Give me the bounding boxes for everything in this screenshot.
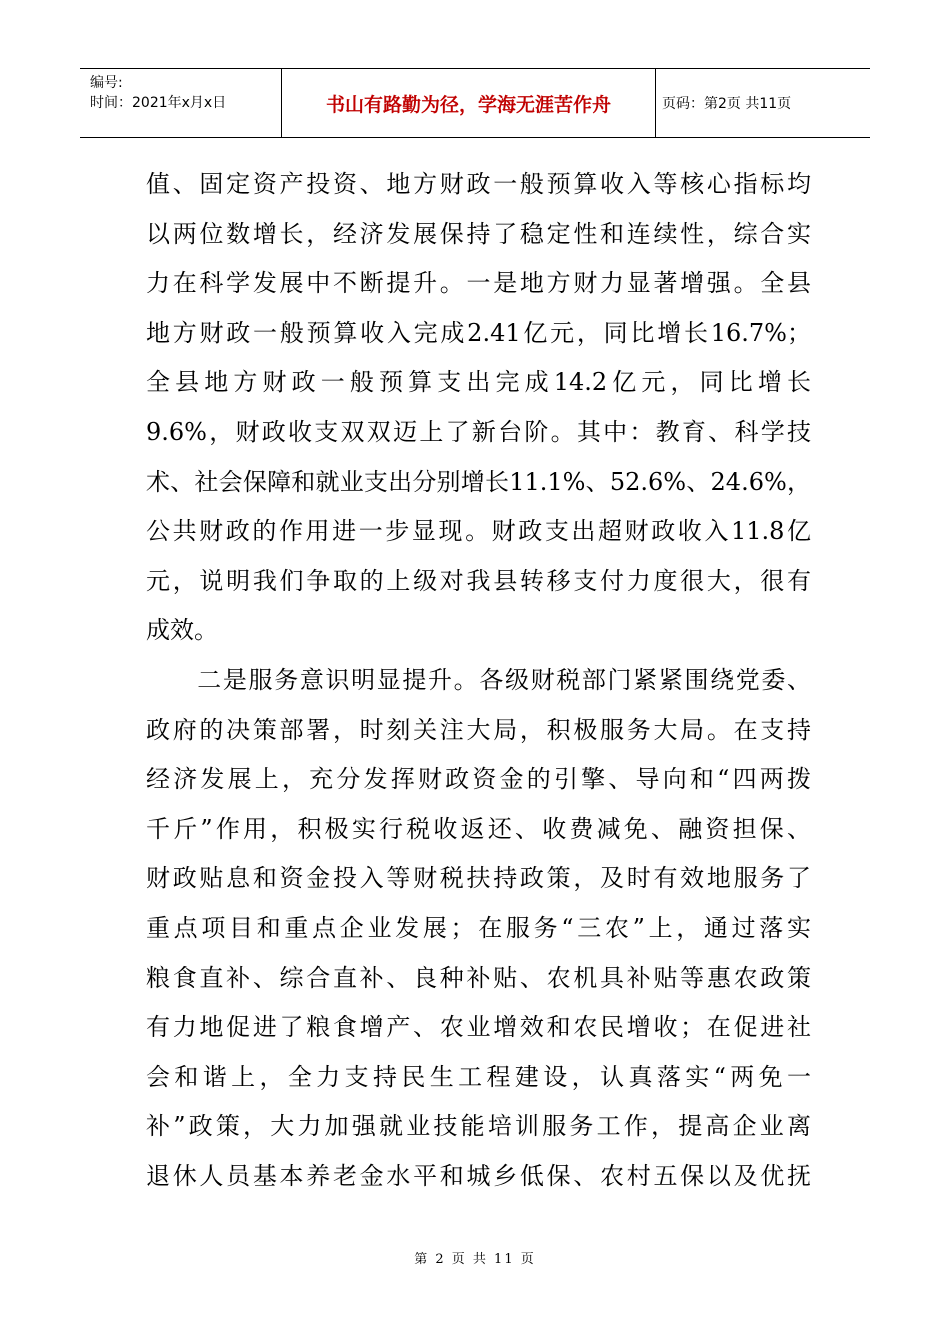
text-line: 力在科学发展中不断提升。一是地方财力显著增强。全县: [146, 269, 811, 298]
text-line: 公共财政的作用进一步显现。财政支出超财政收入11.8亿: [146, 517, 811, 546]
page-header: [80, 68, 870, 138]
document-number-label: 编号:: [90, 75, 123, 91]
text-line: 经济发展上，充分发挥财政资金的引擎、导向和“四两拨: [146, 765, 811, 794]
text-line: 全县地方财政一般预算支出完成14.2亿元，同比增长: [146, 368, 811, 397]
text-line: 退休人员基本养老金水平和城乡低保、农村五保以及优抚: [146, 1161, 811, 1190]
header-page-info: 页码：第2页 共11页: [662, 96, 792, 112]
text-line: 地方财政一般预算收入完成2.41亿元，同比增长16.7%；: [146, 318, 811, 347]
text-line: 补”政策，大力加强就业技能培训服务工作，提高企业离: [146, 1112, 811, 1141]
text-line: 会和谐上，全力支持民生工程建设，认真落实“两免一: [146, 1062, 811, 1091]
text-line: 术、社会保障和就业支出分别增长11.1%、52.6%、24.6%，: [146, 467, 811, 496]
page-footer: 第 2 页 共 11 页: [414, 1252, 536, 1267]
text-line: 有力地促进了粮食增产、农业增效和农民增收；在促进社: [146, 1013, 811, 1042]
document-time-label: 时间：2021年x月x日: [90, 95, 227, 111]
document-body: [146, 160, 811, 1201]
text-line: 粮食直补、综合直补、良种补贴、农机具补贴等惠农政策: [146, 963, 811, 992]
text-line: 值、固定资产投资、地方财政一般预算收入等核心指标均: [146, 170, 811, 198]
text-line: 二是服务意识明显提升。各级财税部门紧紧围绕党委、: [146, 665, 811, 694]
header-meta: [80, 69, 282, 137]
header-motto: 书山有路勤为径，学海无涯苦作舟: [282, 69, 656, 137]
text-line: 千斤”作用，积极实行税收返还、收费减免、融资担保、: [146, 814, 811, 843]
text-line: 元，说明我们争取的上级对我县转移支付力度很大，很有: [146, 566, 811, 595]
text-line: 9.6%，财政收支双双迈上了新台阶。其中：教育、科学技: [146, 417, 811, 446]
text-line: 政府的决策部署，时刻关注大局，积极服务大局。在支持: [146, 715, 811, 744]
text-line: 成效。: [146, 616, 218, 645]
text-line: 重点项目和重点企业发展；在服务“三农”上，通过落实: [146, 913, 811, 942]
text-line: 以两位数增长，经济发展保持了稳定性和连续性，综合实: [146, 219, 811, 248]
text-line: 财政贴息和资金投入等财税扶持政策，及时有效地服务了: [146, 864, 811, 893]
